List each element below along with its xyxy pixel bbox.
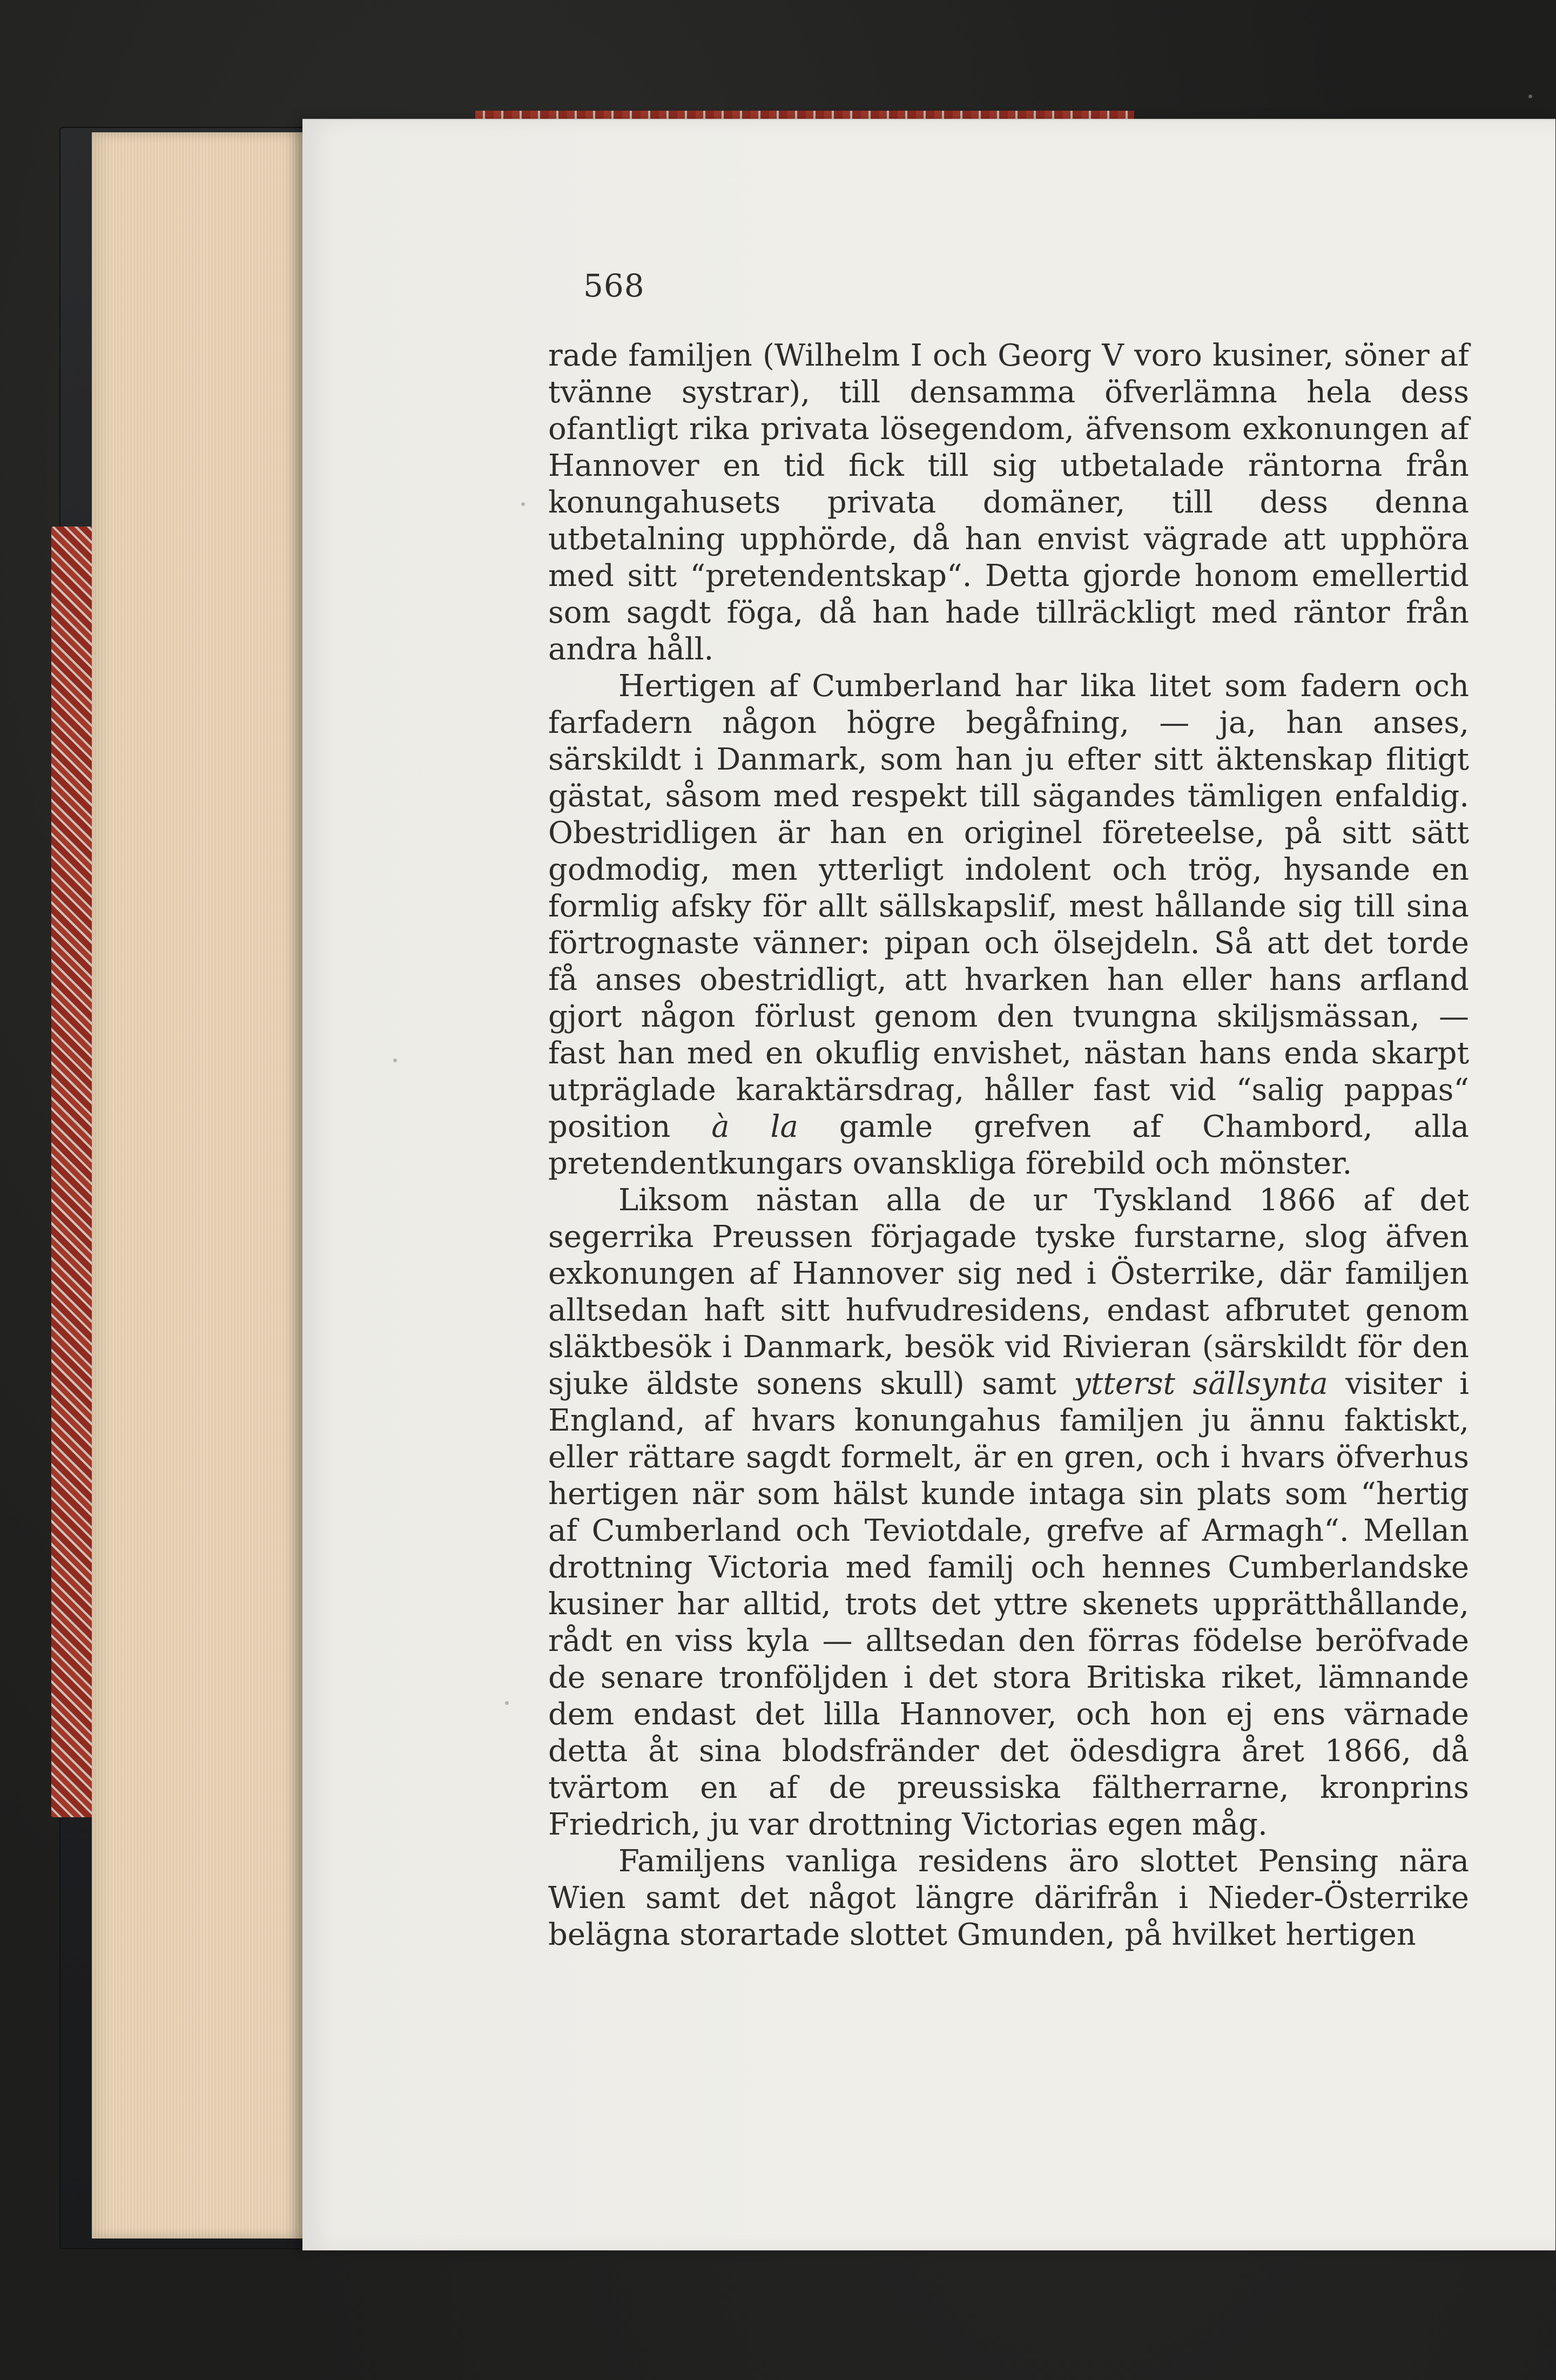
- paragraph-segment: gamle grefven af Chambord, alla pretendentkungars ovanskliga förebild och mönster.: [548, 1109, 1469, 1181]
- paragraph-segment: Familjens vanliga residens äro slottet Pensing nära Wien samt det något längre därifrån i Nieder-Österrike belägna storartade slottet Gmunden, på hvilket hertigen: [548, 1844, 1469, 1952]
- paragraph: [548, 668, 1469, 1182]
- paragraph: [548, 338, 1469, 668]
- scan-speck: [1528, 95, 1532, 98]
- paragraph-segment: Liksom nästan alla de ur Tyskland 1866 af det segerrika Preussen förjagade tyske furstarne, slog äfven exkonungen af Hannover sig ned i Österrike, där familjen alltsedan haft sitt hufvudresidens, endast afbrutet genom släktbesök i Danmark, besök vid Rivieran (särskildt för den sjuke äldste sonens skull) samt: [548, 1183, 1469, 1401]
- scan-speck: [521, 502, 525, 506]
- italic-segment: ytterst sällsynta: [1074, 1366, 1328, 1401]
- scan-speck: [505, 1701, 509, 1705]
- page-edge-stack: [92, 132, 304, 2239]
- paragraph-segment: Hertigen af Cumberland har lika litet som fadern och farfadern någon högre begåfning, — ja, han anses, särskildt i Danmark, som han ju efter sitt äktenskap flitigt gästat, såsom med respekt till sägandes tämligen enfaldig. Obestridligen är han en originel företeelse, på sitt sätt godmodig, men ytterligt indolent och trög, hysande en formlig afsky för allt sällskapslif, mest hållande sig till sina förtrognaste vänner: pipan och ölsejdeln. Så att det torde få anses obestridligt, att hvarken han eller hans arfland gjort någon förlust genom den tvungna skiljsmässan, — fast han med en okuflig envishet, nästan hans enda skarpt utpräglade karaktärsdrag, håller fast vid “salig pappas“ position: [548, 669, 1469, 1144]
- page-number: 568: [583, 267, 645, 304]
- italic-segment: à la: [711, 1109, 798, 1144]
- paragraph: [548, 1843, 1469, 1953]
- paragraph: [548, 1182, 1469, 1843]
- paragraph-segment: rade familjen (Wilhelm I och Georg V voro kusiner, söner af tvänne systrar), till densamma öfverlämna hela dess ofantligt rika privata lösegendom, äfvensom exkonungen af Hannover en tid fick till sig utbetalade räntorna från konungahusets privata domäner, till dess denna utbetalning upphörde, då han envist vägrade att upphöra med sitt “pretendentskap“. Detta gjorde honom emellertid som sagdt föga, då han hade tillräckligt med räntor från andra håll.: [548, 338, 1469, 667]
- paragraph-segment: visiter i England, af hvars konungahus familjen ju ännu faktiskt, eller rättare sagdt formelt, är en gren, och i hvars öfverhus hertigen när som hälst kunde intaga sin plats som “hertig af Cumberland och Teviotdale, grefve af Armagh“. Mellan drottning Victoria med familj och hennes Cumberlandske kusiner har alltid, trots det yttre skenets upprätthållande, rådt en viss kyla — alltsedan den förras födelse beröfvade de senare tronföljden i det stora Britiska riket, lämnande dem endast det lilla Hannover, och hon ej ens värnade detta åt sina blodsfränder det ödesdigra året 1866, då tvärtom en af de preussiska fältherrarne, kronprins Friedrich, ju var drottning Victorias egen måg.: [548, 1366, 1469, 1842]
- body-text: [548, 338, 1469, 1953]
- scan-speck: [393, 1058, 397, 1062]
